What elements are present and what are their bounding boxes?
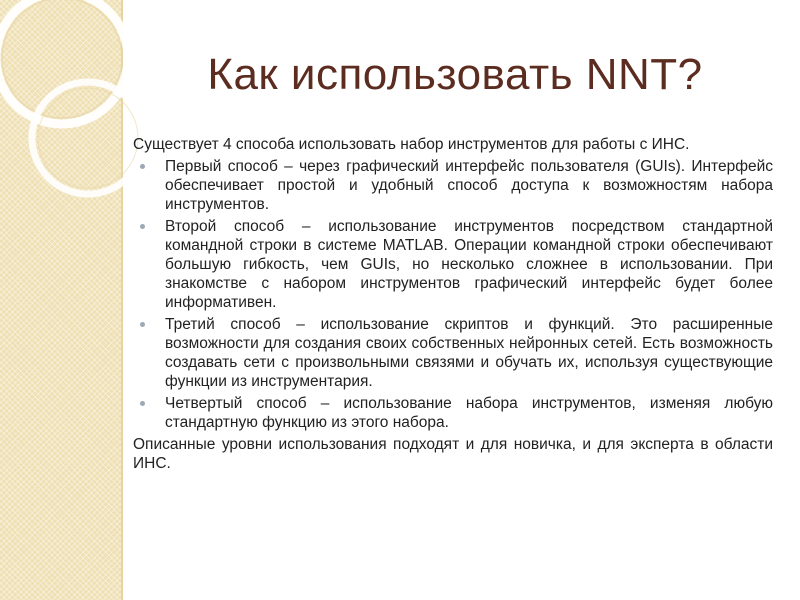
intro-paragraph: Существует 4 способа использовать набор инструментов для работы с ИНС. (133, 136, 690, 153)
bullet-dot-icon (140, 322, 145, 327)
list-item-text: Первый способ – через графический интерфейс пользователя (GUIs). Интерфейс обеспечивает простой и удобный способ доступа к возможностям набора инструментов. (165, 158, 773, 213)
list-item-text: Второй способ – использование инструментов посредством стандартной командной строки в системе MATLAB. Операции командной строки обеспечивают большую гибкость, чем GUIs, но несколько сложнее в использовании. При знакомстве с набором инструментов графический интерфейс будет более информативен. (165, 218, 773, 311)
slide-title: Как использовать NNT? (207, 50, 703, 99)
slide-body (133, 135, 773, 476)
list-item (133, 394, 773, 432)
list-item-text: Четвертый способ – использование набора инструментов, изменяя любую стандартную функцию из этого набора. (165, 395, 773, 431)
outro-paragraph: Описанные уровни использования подходят и для новичка, и для эксперта в области ИНС. (133, 436, 773, 472)
bullet-list (133, 157, 773, 432)
bullet-dot-icon (140, 164, 145, 169)
list-item (133, 157, 773, 214)
bullet-dot-icon (140, 401, 145, 406)
list-item (133, 217, 773, 312)
bullet-dot-icon (140, 224, 145, 229)
list-item (133, 315, 773, 391)
list-item-text: Третий способ – использование скриптов и функций. Это расширенные возможности для создания своих собственных нейронных сетей. Есть возможность создавать сети с произвольными связями и обучать их, используя существующие функции из инструментария. (165, 316, 773, 390)
